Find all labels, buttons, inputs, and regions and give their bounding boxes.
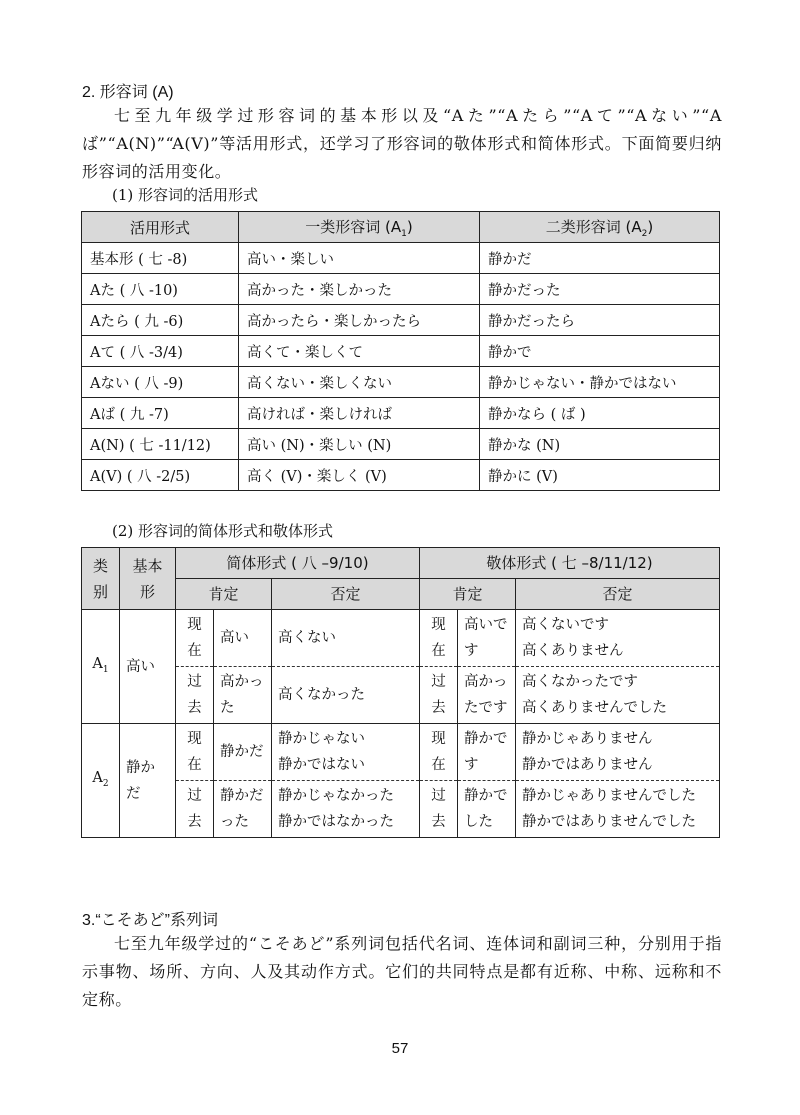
table-row: [82, 367, 720, 398]
polite-neg-line: 静かじゃありません: [522, 731, 653, 747]
plain-neg-line: 静かじゃない: [278, 731, 365, 747]
cell-a2: 静かだったら: [480, 305, 720, 336]
cell-polite-neg: [516, 610, 720, 667]
header-a2-close: ): [647, 217, 654, 236]
class-a2-sub: 2: [102, 778, 109, 789]
cell-polite-pos: 静かです: [458, 724, 516, 781]
table-row: [82, 305, 720, 336]
header-a1: [239, 212, 480, 243]
cell-form: Aて ( 八 -3/4): [82, 336, 239, 367]
section-3-heading: 3.“こそあど”系列词: [82, 912, 219, 929]
cell-form: Aば ( 九 -7): [82, 398, 239, 429]
plain-neg-line: 静かではない: [278, 757, 365, 773]
polite-neg-line: 高くなかったです: [522, 674, 638, 690]
cell-plain-neg: 高くなかった: [272, 667, 420, 724]
plain-neg-line: 静かじゃなかった: [278, 788, 394, 804]
section-3-paragraph: 七至九年级学过的“こそあど”系列词包括代名词、连体词和副词三种，分别用于指示事物、场所、方向、人及其动作方式。它们的共同特点是都有近称、中称、远称和不定称。: [82, 934, 722, 1009]
table-row: [82, 610, 720, 667]
header-polite-negative: 否定: [516, 579, 720, 610]
cell-form: 基本形 ( 七 -8): [82, 243, 239, 274]
header-base: 基本形: [120, 548, 176, 610]
cell-a1: 高かった・楽しかった: [239, 274, 480, 305]
cell-base-a1: 高い: [120, 610, 176, 724]
cell-tense-present: 现在: [420, 724, 458, 781]
cell-a2: 静かじゃない・静かではない: [480, 367, 720, 398]
header-plain: 简体形式 ( 八 –9/10): [176, 548, 420, 579]
cell-plain-neg: [272, 724, 420, 781]
cell-form: A(N) ( 七 -11/12): [82, 429, 239, 460]
class-a1-label: A: [92, 655, 103, 672]
cell-tense-past: 过去: [176, 781, 214, 838]
cell-a1: 高くて・楽しくて: [239, 336, 480, 367]
plain-neg-line: 静かではなかった: [278, 814, 394, 830]
cell-a2: 静かな (N): [480, 429, 720, 460]
table-row: [82, 398, 720, 429]
cell-polite-neg: [516, 724, 720, 781]
cell-polite-neg: [516, 781, 720, 838]
table-row: [82, 274, 720, 305]
cell-polite-neg: [516, 667, 720, 724]
cell-a2: 静かに (V): [480, 460, 720, 491]
cell-a1: 高かったら・楽しかったら: [239, 305, 480, 336]
header-a1-label: 一类形容词 (A: [305, 217, 402, 236]
cell-class-a2: [82, 724, 120, 838]
cell-a2: 静かなら ( ば ): [480, 398, 720, 429]
cell-plain-pos: 高かった: [214, 667, 272, 724]
cell-plain-pos: 静かだ: [214, 724, 272, 781]
cell-form: Aない ( 八 -9): [82, 367, 239, 398]
cell-tense-present: 现在: [420, 610, 458, 667]
subsection-1-title: (1) 形容词的活用形式: [112, 186, 259, 204]
cell-form: Aた ( 八 -10): [82, 274, 239, 305]
cell-tense-present: 现在: [176, 610, 214, 667]
cell-plain-neg: 高くない: [272, 610, 420, 667]
page-number: 57: [391, 1040, 409, 1057]
polite-neg-line: 高くないです: [522, 617, 609, 633]
table-row: [82, 460, 720, 491]
class-a2-label: A: [92, 769, 103, 786]
table-row: [82, 243, 720, 274]
forms-table: [81, 547, 720, 838]
cell-polite-pos: 高いです: [458, 610, 516, 667]
table-row: [82, 724, 720, 781]
polite-neg-line: 静かじゃありませんでした: [522, 788, 696, 804]
cell-plain-pos: 高い: [214, 610, 272, 667]
header-a1-sub: 1: [401, 228, 407, 239]
cell-class-a1: [82, 610, 120, 724]
cell-plain-neg: [272, 781, 420, 838]
header-form: 活用形式: [82, 212, 239, 243]
cell-a1: 高い・楽しい: [239, 243, 480, 274]
header-row-2: [82, 579, 720, 610]
cell-tense-present: 现在: [176, 724, 214, 781]
table-row: [82, 429, 720, 460]
cell-polite-pos: 高かったです: [458, 667, 516, 724]
conjugation-table: [81, 211, 720, 491]
cell-a2: 静かだ: [480, 243, 720, 274]
cell-form: Aたら ( 九 -6): [82, 305, 239, 336]
cell-plain-pos: 静かだった: [214, 781, 272, 838]
cell-a2: 静かで: [480, 336, 720, 367]
class-a1-sub: 1: [102, 664, 109, 675]
header-a1-close: ): [406, 217, 413, 236]
cell-base-a2: 静かだ: [120, 724, 176, 838]
header-plain-positive: 肯定: [176, 579, 272, 610]
cell-a2: 静かだった: [480, 274, 720, 305]
table-row: [82, 781, 720, 838]
cell-form: A(V) ( 八 -2/5): [82, 460, 239, 491]
header-a2: [480, 212, 720, 243]
cell-a1: 高い (N)・楽しい (N): [239, 429, 480, 460]
section-2-heading: 2. 形容词 (A): [82, 84, 174, 101]
header-class: 类别: [82, 548, 120, 610]
polite-neg-line: 高くありませんでした: [522, 700, 667, 716]
table-row: [82, 667, 720, 724]
header-polite-positive: 肯定: [420, 579, 516, 610]
cell-a1: 高くない・楽しくない: [239, 367, 480, 398]
header-a2-label: 二类形容词 (A: [545, 217, 642, 236]
cell-tense-past: 过去: [420, 781, 458, 838]
table-row: [82, 336, 720, 367]
subsection-2-title: (2) 形容词的简体形式和敬体形式: [112, 522, 334, 540]
header-a2-sub: 2: [641, 228, 648, 239]
cell-tense-past: 过去: [420, 667, 458, 724]
section-2-paragraph: 七至九年级学过形容词的基本形以及“Aた”“Aたら”“Aて”“Aない”“Aば”“A(N)”“A(V)”等活用形式，还学习了形容词的敬体形式和简体形式。下面简要归纳形容词的活用变化。: [82, 106, 722, 181]
table-header-row: [82, 212, 720, 243]
header-polite: 敬体形式 ( 七 –8/11/12): [420, 548, 720, 579]
cell-a1: 高ければ・楽しければ: [239, 398, 480, 429]
header-plain-negative: 否定: [272, 579, 420, 610]
header-row-1: [82, 548, 720, 579]
polite-neg-line: 静かではありませんでした: [522, 814, 696, 830]
cell-a1: 高く (V)・楽しく (V): [239, 460, 480, 491]
cell-tense-past: 过去: [176, 667, 214, 724]
polite-neg-line: 静かではありません: [522, 757, 653, 773]
polite-neg-line: 高くありません: [522, 643, 624, 659]
cell-polite-pos: 静かでした: [458, 781, 516, 838]
